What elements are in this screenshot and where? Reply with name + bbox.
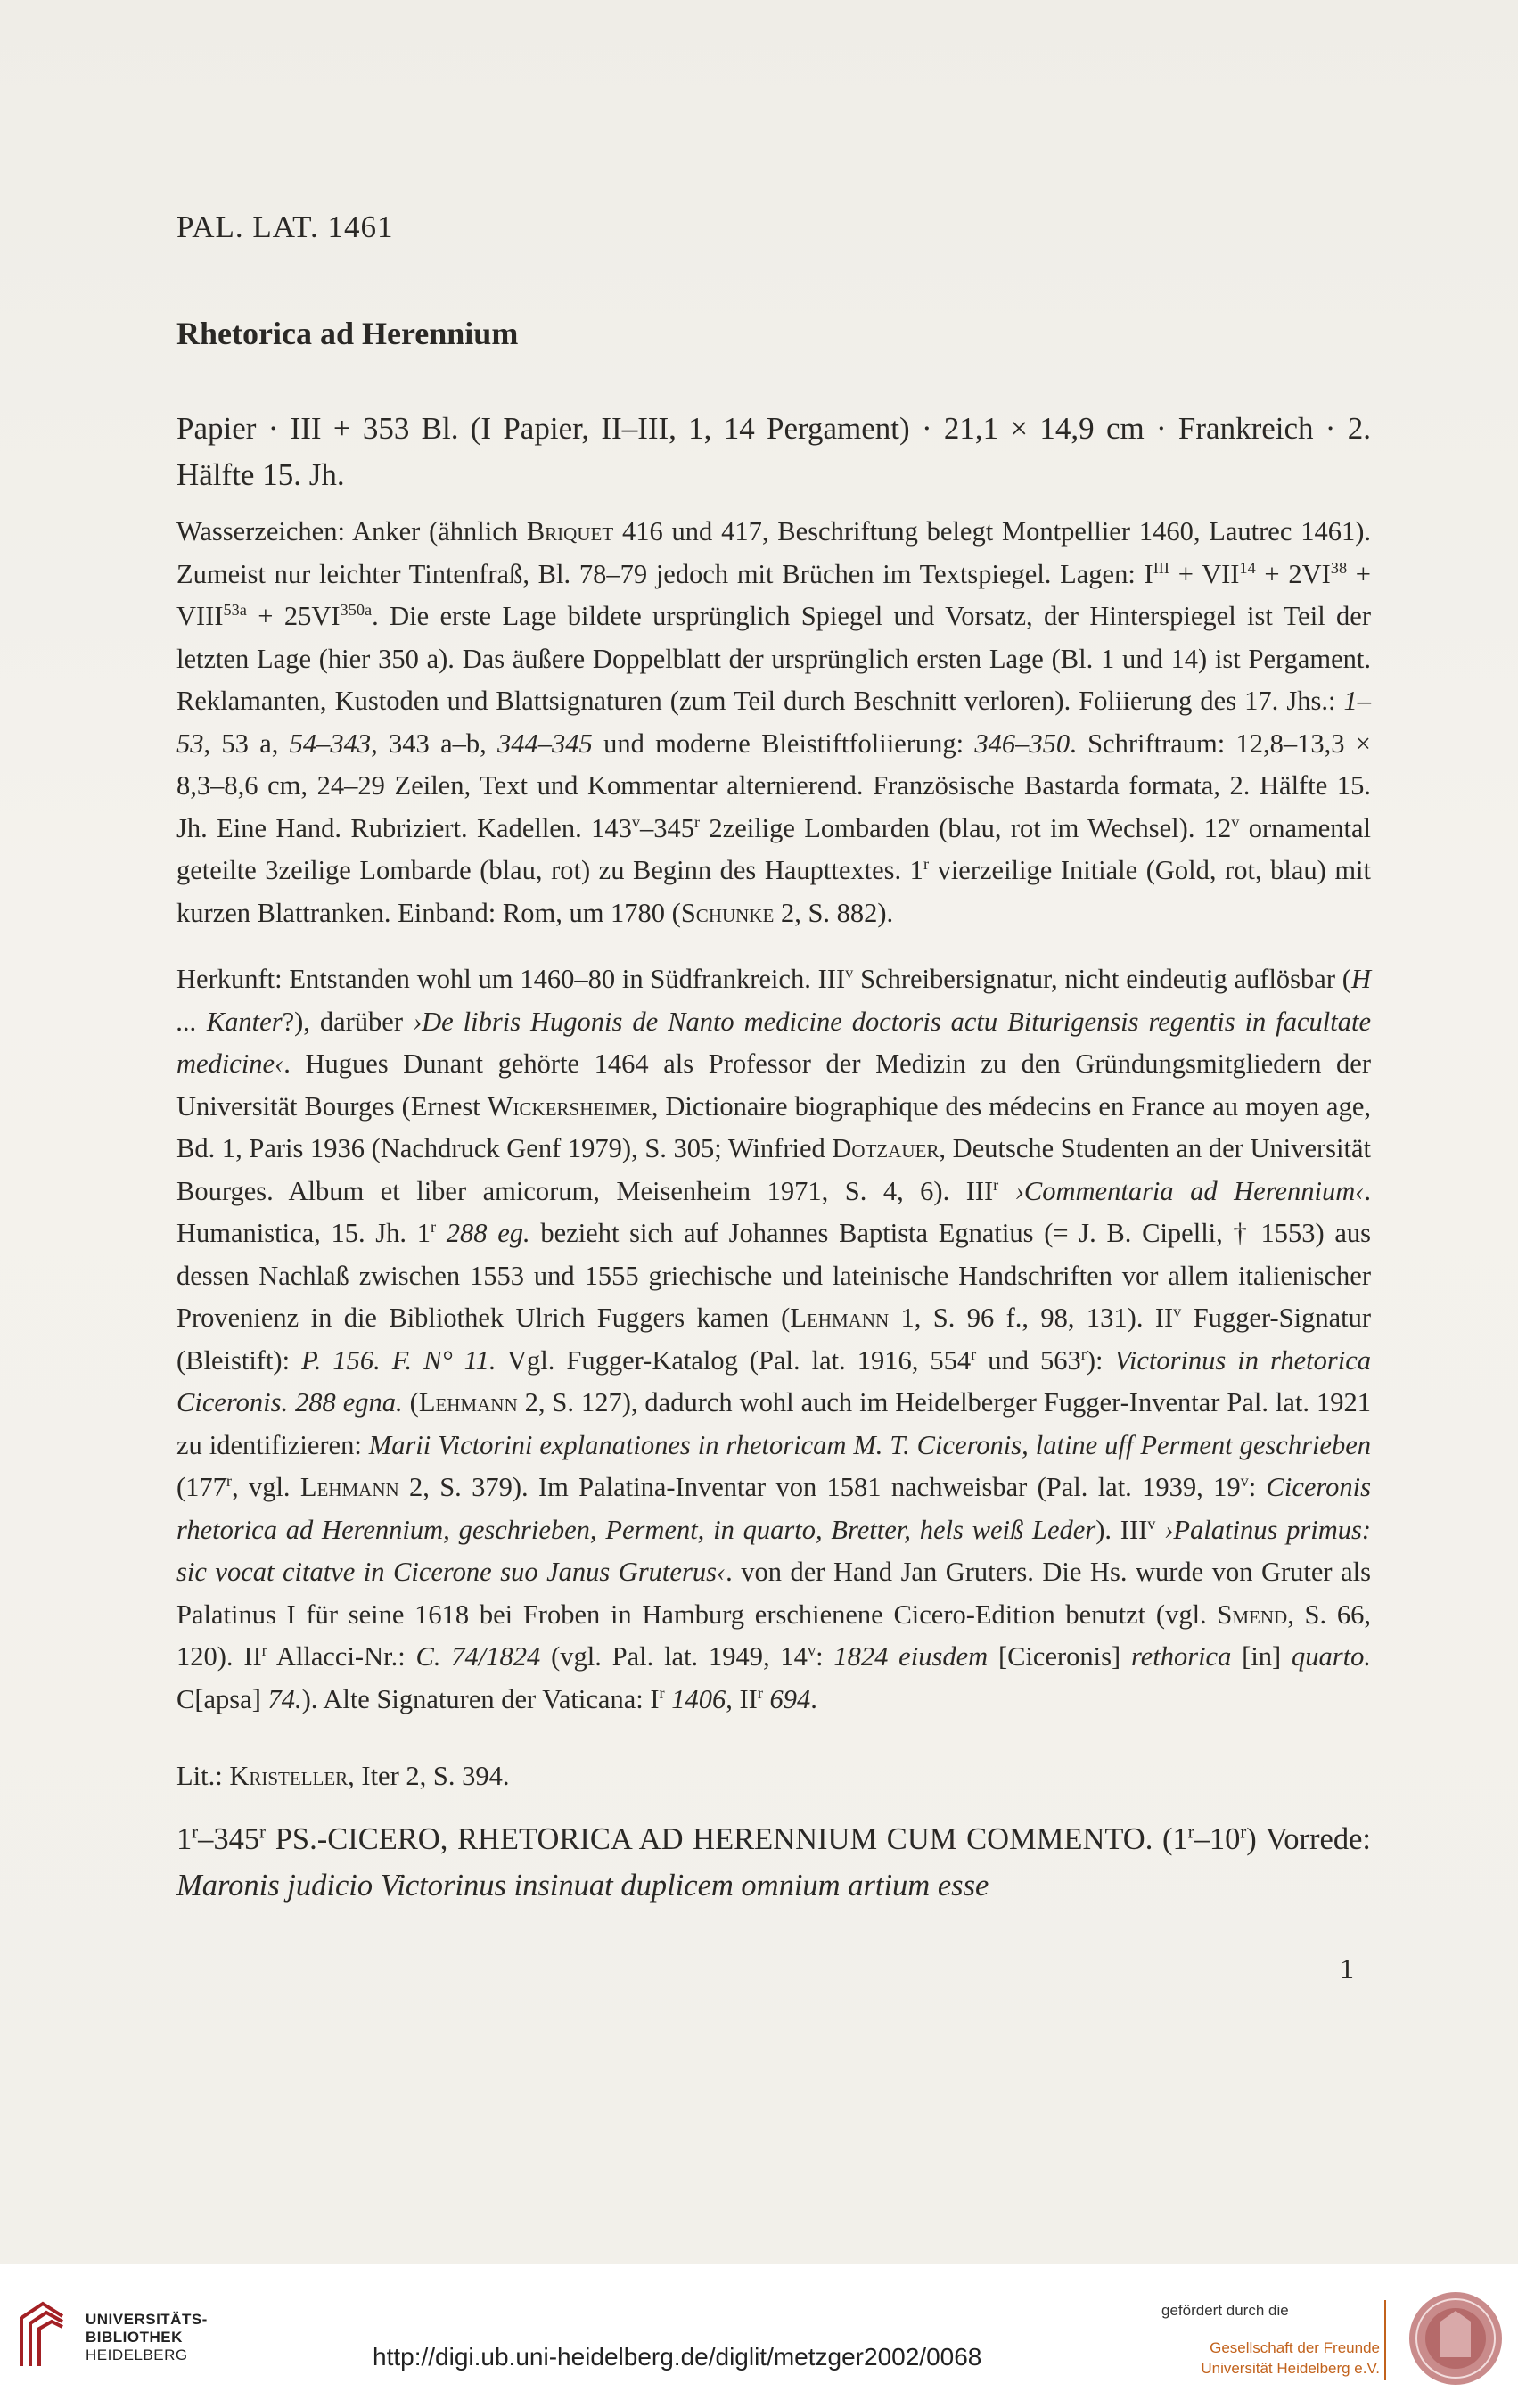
shelfmark: PAL. LAT. 1461 [176, 210, 394, 244]
divider [1384, 2300, 1386, 2380]
page-number: 1 [1340, 1952, 1354, 1985]
provenance-paragraph: Herkunft: Entstanden wohl um 1460–80 in Südfrankreich. III$^v$ Schreibersignatur, nicht eindeutig auflösbar (H ... Kanter?), darüber ›De libris Hugonis de Nanto medicine doctoris actu Biturigensis regentis in facultate medicine‹. Hugues Dunant gehörte 1464 als Professor der Medizin zu den Gründungsmitgliedern der Universität Bourges (Ernest Wickersheimer, Dictionaire biographique des médecins en France au moyen age, Bd. 1, Paris 1936 (Nachdruck Genf 1979), S. 305; Winfried Dotzauer, Deutsche Studenten an der Universität Bourges. Album et liber amicorum, Meisenheim 1971, S. 4, 6). III$^r$ ›Commentaria ad Herennium‹. Humanistica, 15. Jh. 1$^r$ 288 eg. bezieht sich auf Johannes Baptista Egnatius (= J. B. Cipelli, † 1553) aus dessen Nachlaß zwischen 1553 und 1555 griechische und lateinische Handschriften vor allem italienischer Provenienz in die Bibliothek Ulrich Fuggers kamen (Lehmann 1, S. 96 f., 98, 131). $II^v$ Fugger-Signatur (Bleistift): P. 156. F. N° 11. Vgl. Fugger-Katalog (Pal. lat. 1916, 554$^r$ und 563$^r$): Victorinus in rhetorica Ciceronis. 288 egna. (Lehmann 2, S. 127), dadurch wohl auch im Heidelberger Fugger-Inventar Pal. lat. 1921 zu identifizieren: Marii Victorini explanationes in rhetoricam M. T. Ciceronis, latine uff Perment geschrieben (177$^r$, vgl. Lehmann 2, S. 379). Im Palatina-Inventar von 1581 nachweisbar (Pal. lat. 1939, 19$^v$: Ciceronis rhetorica ad Herennium, geschrieben, Perment, in quarto, Bretter, hels weiß Leder). III$^v$ ›Palatinus primus: sic vocat citatve in Cicerone suo Janus Gruterus‹. von der Hand Jan Gruters. Die Hs. wurde von Gruter als Palatinus I für seine 1618 bei Froben in Hamburg erschienene Cicero-Edition benutzt (vgl. Smend, S. 66, 120). $II^r$ Allacci-Nr.: C. 74/1824 (vgl. Pal. lat. 1949, 14$^v$: 1824 eiusdem [Ciceronis] rethorica [in] quarto. C[apsa] 74.). Alte Signaturen der Vaticana: $I^r$ 1406, $II^r$ 694. [176, 963, 1372, 1714]
physical-description: Papier · III + 353 Bl. (I Papier, II–III, 1, 14 Pergament) · 21,1 × 14,9 cm · Frankreich · 2. Hälfte 15. Jh. [176, 411, 1371, 492]
manuscript-title: Rhetorica ad Herennium [176, 316, 519, 351]
literature-line: Lit.: Kristeller, Iter 2, S. 394. [176, 1761, 510, 1791]
content-heading: 1$^r$–345$^r$ PS.-CICERO, RHETORICA AD HERENNIUM CUM COMMENTO. (1$^r$–10$^r$) Vorrede: Maronis judicio Victorinus insinuat duplicem omnium artium esse [176, 1822, 1371, 1903]
library-name: UNIVERSITÄTS- BIBLIOTHEK HEIDELBERG [86, 2311, 208, 2363]
university-seal-icon [1407, 2289, 1505, 2387]
funded-by-label: gefördert durch die [1161, 2302, 1289, 2319]
digital-url-link[interactable]: http://digi.ub.uni-heidelberg.de/diglit/metzger2002/0068 [373, 2343, 982, 2371]
society-name: Gesellschaft der Freunde Universität Heidelberg e.V. [1201, 2339, 1380, 2377]
footer-bar [0, 2264, 1518, 2408]
description-paragraph: Wasserzeichen: Anker (ähnlich Briquet 416 und 417, Beschriftung belegt Montpellier 1460, Lautrec 1461). Zumeist nur leichter Tintenfraß, Bl. 78–79 jedoch mit Brüchen im Textspiegel. Lagen: $I^{III} + VII^{14} + 2VI^{38}$ + $VIII^{53a} + 25VI^{350a}$. Die erste Lage bildete ursprünglich Spiegel und Vorsatz, der Hinterspiegel ist Teil der letzten Lage (hier 350 a). Das äußere Doppelblatt der ursprünglich ersten Lage (Bl. 1 und 14) ist Pergament. Reklamanten, Kustoden und Blattsignaturen (zum Teil durch Beschnitt verloren). Foliierung des 17. Jhs.: 1–53, 53 a, 54–343, 343 a–b, 344–345 und moderne Bleistiftfoliierung: 346–350. Schriftraum: 12,8–13,3 × 8,3–8,6 cm, 24–29 Zeilen, Text und Kommentar alternierend. Französische Bastarda formata, 2. Hälfte 15. Jh. Eine Hand. Rubriziert. Kadellen. 143$^v$–345$^r$ 2zeilige Lombarden (blau, rot im Wechsel). 12$^v$ ornamental geteilte 3zeilige Lombarde (blau, rot) zu Beginn des Haupttextes. 1$^r$ vierzeilige Initiale (Gold, rot, blau) mit kurzen Blattranken. Einband: Rom, um 1780 (Schunke 2, S. 882). [176, 516, 1372, 928]
library-logo-icon [16, 2300, 68, 2370]
